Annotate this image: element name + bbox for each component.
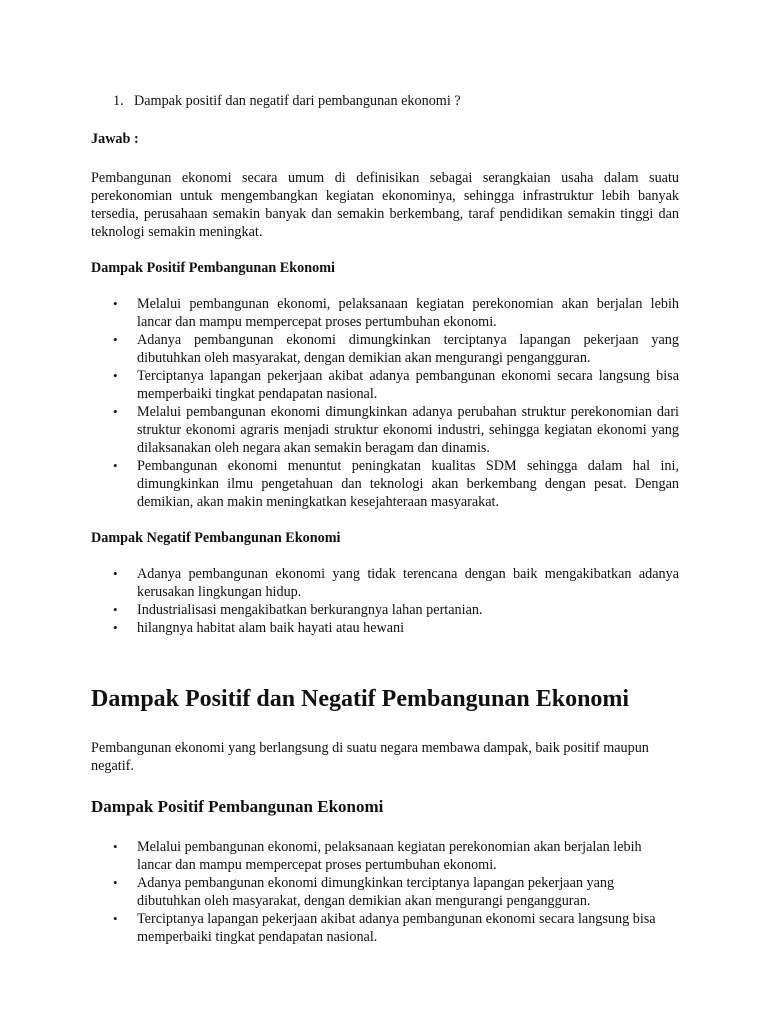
question-item xyxy=(91,92,679,110)
list-item-text: hilangnya habitat alam baik hayati atau hewani xyxy=(137,620,405,636)
bullet-icon: • xyxy=(113,332,118,347)
list-item xyxy=(91,403,679,457)
list-item-text: Melalui pembangunan ekonomi dimungkinkan adanya perubahan struktur perekonomian dari struktur ekonomi agraris menjadi struktur ekonomi industri, sehingga kegiatan ekonomi yang dilaksanakan oleh negara akan semakin beragam dan dinamis. xyxy=(137,404,679,456)
intro-paragraph: Pembangunan ekonomi secara umum di definisikan sebagai serangkaian usaha dalam suatu perekonomian untuk mengembangkan kegiatan ekonominya, sehingga infrastruktur lebih banyak tersedia, perusahaan semakin banyak dan semakin berkembang, taraf pendidikan semakin tinggi dan teknologi semakin meningkat. xyxy=(91,170,679,240)
list-item xyxy=(91,838,679,874)
list-item xyxy=(91,457,679,511)
article-positive-list xyxy=(91,838,679,946)
positive-impact-heading: Dampak Positif Pembangunan Ekonomi xyxy=(91,260,335,276)
question-text: Dampak positif dan negatif dari pembangunan ekonomi ? xyxy=(134,93,461,109)
list-item-text: Melalui pembangunan ekonomi, pelaksanaan kegiatan perekonomian akan berjalan lebih lancar dan mampu mempercepat proses pertumbuhan ekonomi. xyxy=(137,839,642,873)
list-item xyxy=(91,619,679,637)
bullet-icon: • xyxy=(113,602,118,617)
list-item-text: Terciptanya lapangan pekerjaan akibat adanya pembangunan ekonomi secara langsung bisa memperbaiki tingkat pendapatan nasional. xyxy=(137,368,679,402)
bullet-icon: • xyxy=(113,839,118,854)
list-item-text: Adanya pembangunan ekonomi dimungkinkan terciptanya lapangan pekerjaan yang dibutuhkan oleh masyarakat, dengan demikian akan mengurangi pengangguran. xyxy=(137,332,679,366)
list-item-text: Melalui pembangunan ekonomi, pelaksanaan kegiatan perekonomian akan berjalan lebih lancar dan mampu mempercepat proses pertumbuhan ekonomi. xyxy=(137,296,679,330)
bullet-icon: • xyxy=(113,566,118,581)
document-page xyxy=(91,92,679,946)
list-item xyxy=(91,367,679,403)
negative-impact-heading: Dampak Negatif Pembangunan Ekonomi xyxy=(91,530,341,546)
bullet-icon: • xyxy=(113,296,118,311)
bullet-icon: • xyxy=(113,875,118,890)
positive-impact-list xyxy=(91,295,679,511)
list-item xyxy=(91,601,679,619)
list-item xyxy=(91,331,679,367)
list-item xyxy=(91,565,679,601)
list-item-text: Industrialisasi mengakibatkan berkurangnya lahan pertanian. xyxy=(137,602,483,618)
list-item xyxy=(91,295,679,331)
article-intro: Pembangunan ekonomi yang berlangsung di suatu negara membawa dampak, baik positif maupun negatif. xyxy=(91,740,649,774)
bullet-icon: • xyxy=(113,404,118,419)
bullet-icon: • xyxy=(113,368,118,383)
question-number: 1. xyxy=(113,93,124,109)
bullet-icon: • xyxy=(113,911,118,926)
article-subheading: Dampak Positif Pembangunan Ekonomi xyxy=(91,797,384,816)
article-title: Dampak Positif dan Negatif Pembangunan Ekonomi xyxy=(91,686,630,712)
list-item-text: Adanya pembangunan ekonomi dimungkinkan terciptanya lapangan pekerjaan yang dibutuhkan oleh masyarakat, dengan demikian akan mengurangi pengangguran. xyxy=(137,875,615,909)
list-item-text: Pembangunan ekonomi menuntut peningkatan kualitas SDM sehingga dalam hal ini, dimungkinkan ilmu pengetahuan dan teknologi akan berkembang dengan pesat. Dengan demikian, akan makin meningkatkan kesejahteraan masyarakat. xyxy=(137,458,679,510)
list-item xyxy=(91,874,679,910)
bullet-icon: • xyxy=(113,458,118,473)
negative-impact-list xyxy=(91,565,679,637)
list-item-text: Terciptanya lapangan pekerjaan akibat adanya pembangunan ekonomi secara langsung bisa memperbaiki tingkat pendapatan nasional. xyxy=(137,911,656,945)
bullet-icon: • xyxy=(113,620,118,635)
list-item xyxy=(91,910,679,946)
answer-label: Jawab : xyxy=(91,131,139,147)
list-item-text: Adanya pembangunan ekonomi yang tidak terencana dengan baik mengakibatkan adanya kerusakan lingkungan hidup. xyxy=(137,566,679,600)
